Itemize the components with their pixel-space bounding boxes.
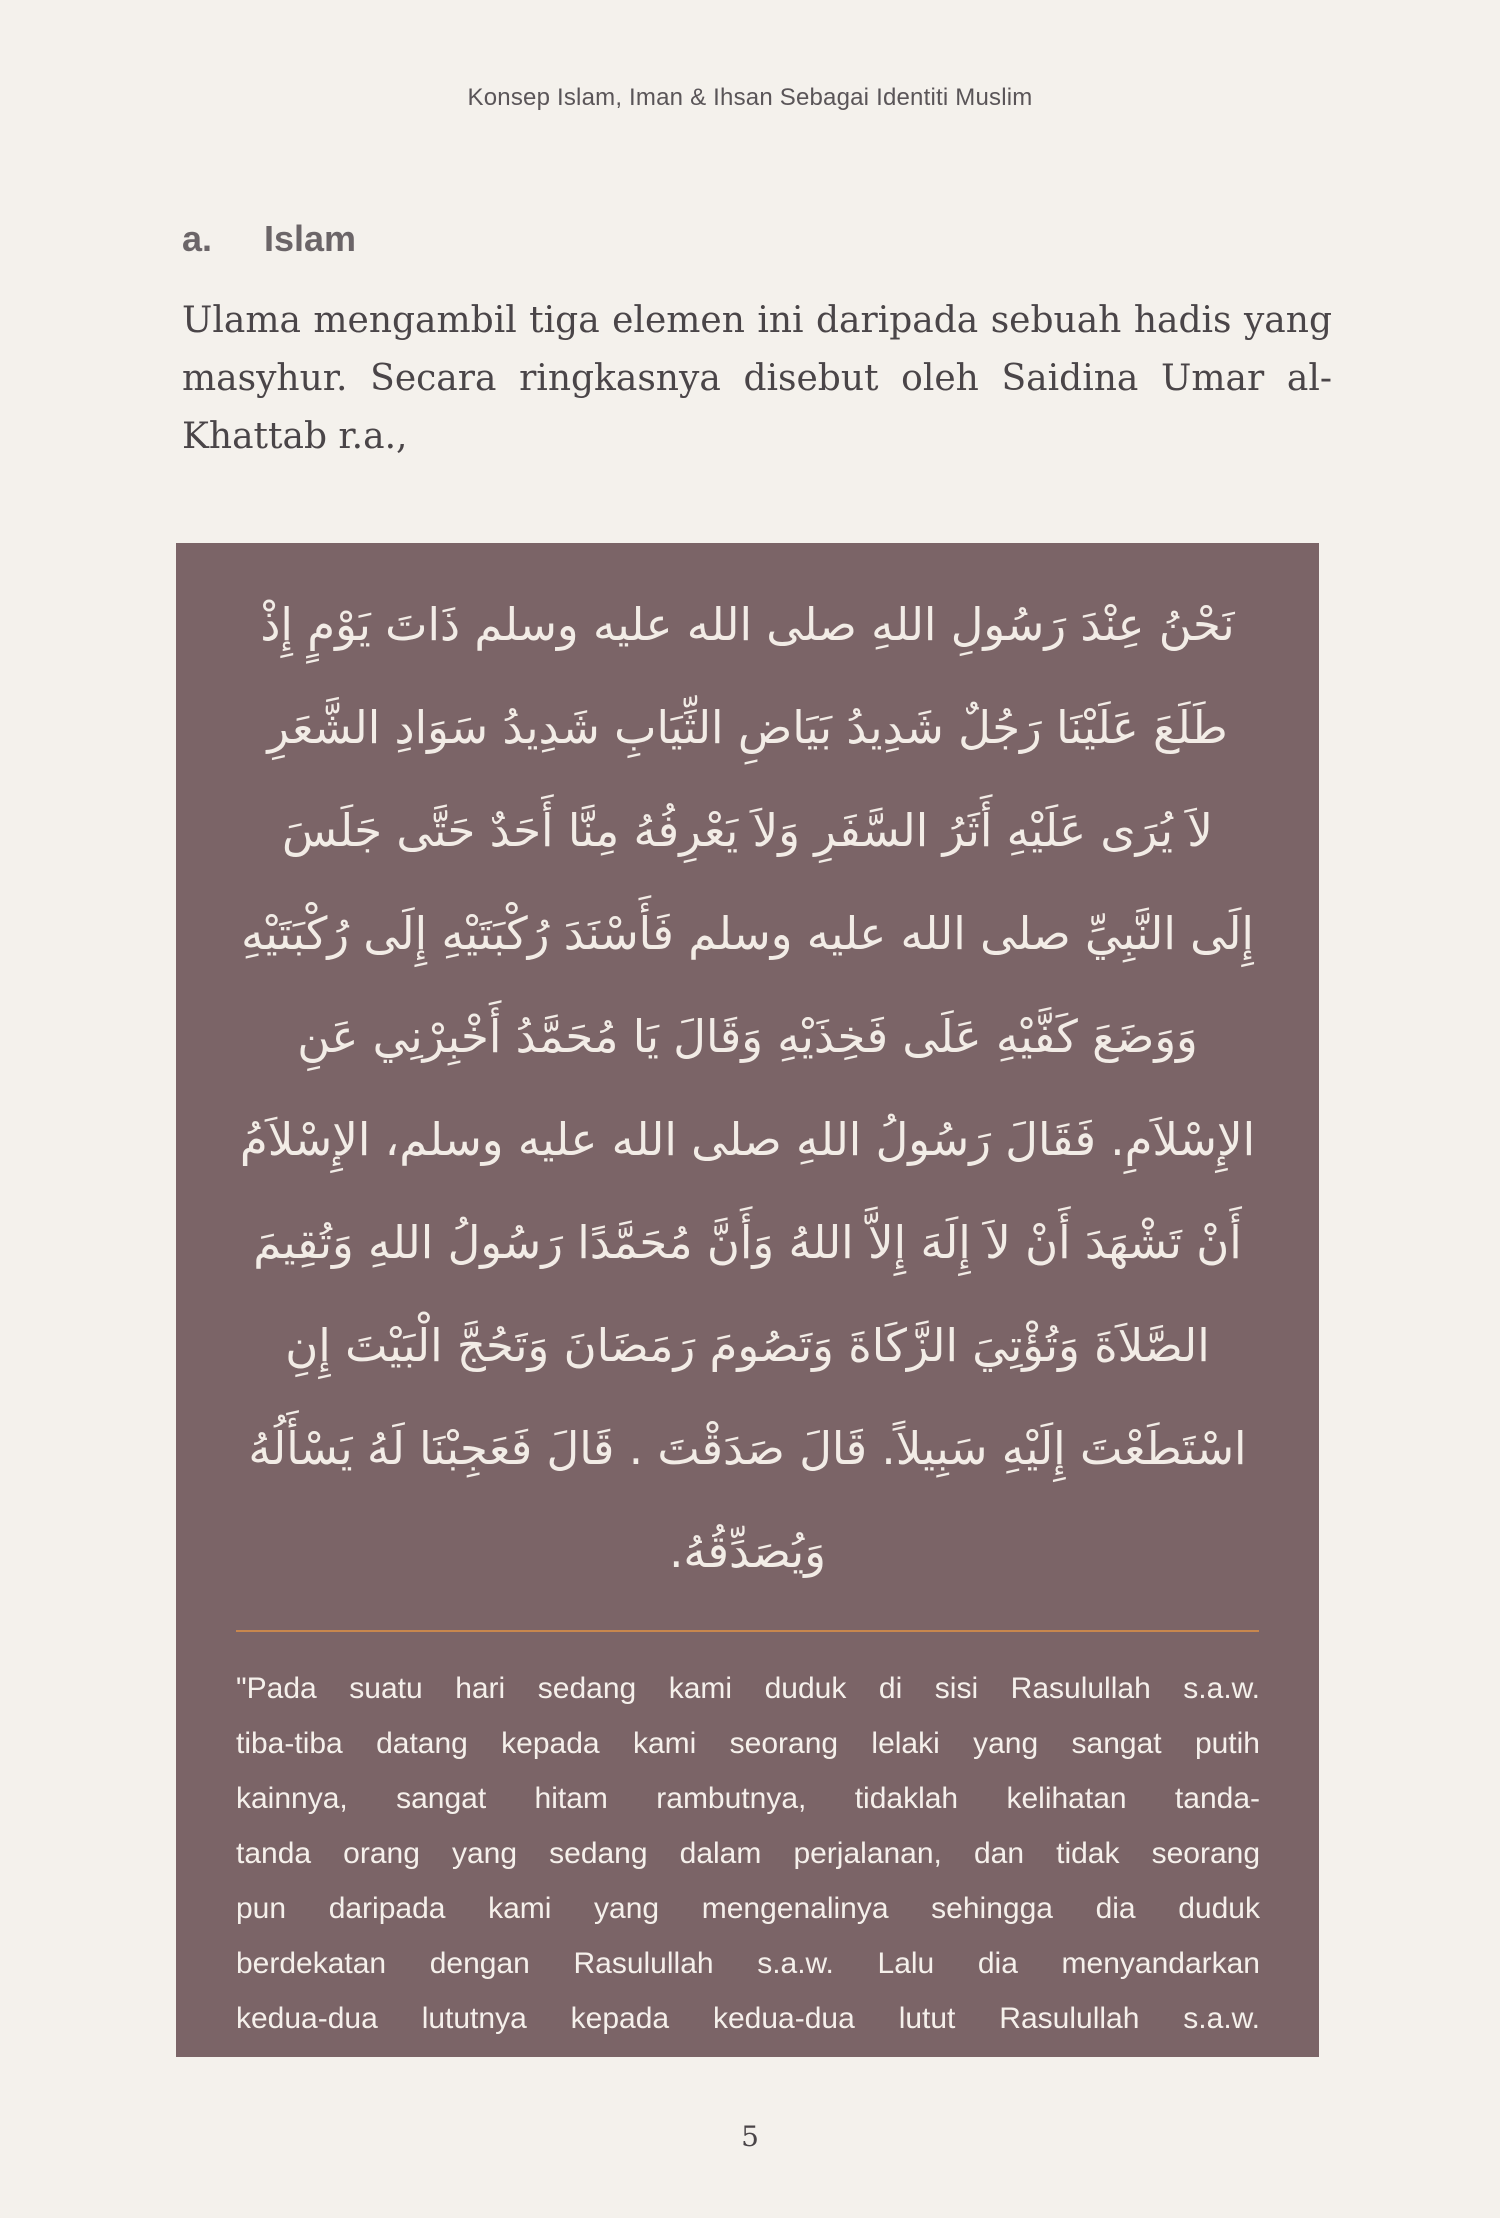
translation-line: berdekatan dengan Rasulullah s.a.w. Lalu dia menyandarkan bbox=[236, 1947, 1260, 1980]
arabic-line: الإِسْلاَمِ. فَقَالَ رَسُولُ اللهِ صلى الله عليه وسلم، الإِسْلاَمُ bbox=[239, 1113, 1256, 1166]
translation-line: pun daripada kami yang mengenalinya sehingga dia duduk bbox=[236, 1892, 1260, 1925]
section-title: Islam bbox=[264, 218, 357, 259]
arabic-line: وَوَضَعَ كَفَّيْهِ عَلَى فَخِذَيْهِ وَقَالَ يَا مُحَمَّدُ أَخْبِرْنِي عَنِ bbox=[297, 1010, 1198, 1063]
translation-line: kedua-dua lututnya kepada kedua-dua lutut Rasulullah s.a.w. bbox=[236, 2002, 1260, 2035]
arabic-line: نَحْنُ عِنْدَ رَسُولِ اللهِ صلى الله عليه وسلم ذَاتَ يَوْمٍ إِذْ bbox=[260, 598, 1235, 651]
hadith-box bbox=[176, 543, 1319, 2057]
arabic-line: لاَ يُرَى عَلَيْهِ أَثَرُ السَّفَرِ وَلاَ يَعْرِفُهُ مِنَّا أَحَدٌ حَتَّى جَلَسَ bbox=[282, 804, 1213, 857]
section-number: a. bbox=[182, 218, 213, 259]
arabic-line: إِلَى النَّبِيِّ صلى الله عليه وسلم فَأَسْنَدَ رُكْبَتَيْهِ إِلَى رُكْبَتَيْهِ bbox=[241, 907, 1254, 960]
page-number: 5 bbox=[741, 2120, 759, 2153]
translation-line: tiba-tiba datang kepada kami seorang lelaki yang sangat putih bbox=[236, 1727, 1260, 1760]
arabic-hadith-text bbox=[236, 573, 1259, 1603]
intro-paragraph: Ulama mengambil tiga elemen ini daripada sebuah hadis yang masyhur. Secara ringkasnya disebut oleh Saidina Umar al-Khattab r.a., bbox=[182, 300, 1332, 457]
translation-line: "Pada suatu hari sedang kami duduk di sisi Rasulullah s.a.w. bbox=[236, 1672, 1260, 1705]
hadith-divider bbox=[236, 1630, 1259, 1632]
arabic-line: اسْتَطَعْتَ إِلَيْهِ سَبِيلاً. قَالَ صَدَقْتَ . قَالَ فَعَجِبْنَا لَهُ يَسْأَلُهُ bbox=[248, 1422, 1247, 1475]
hadith-translation bbox=[236, 1661, 1260, 2046]
section-heading bbox=[182, 218, 356, 260]
running-header: Konsep Islam, Iman & Ihsan Sebagai Identiti Muslim bbox=[467, 84, 1033, 111]
arabic-line: الصَّلاَةَ وَتُؤْتِيَ الزَّكَاةَ وَتَصُومَ رَمَضَانَ وَتَحُجَّ الْبَيْتَ إِنِ bbox=[285, 1319, 1210, 1372]
arabic-line: طَلَعَ عَلَيْنَا رَجُلٌ شَدِيدُ بَيَاضِ الثِّيَابِ شَدِيدُ سَوَادِ الشَّعَرِ bbox=[267, 701, 1228, 754]
arabic-line: أَنْ تَشْهَدَ أَنْ لاَ إِلَهَ إِلاَّ اللهُ وَأَنَّ مُحَمَّدًا رَسُولُ اللهِ وَتُقِيمَ bbox=[253, 1216, 1242, 1269]
arabic-line: وَيُصَدِّقُهُ. bbox=[669, 1525, 826, 1578]
translation-line: tanda orang yang sedang dalam perjalanan, dan tidak seorang bbox=[236, 1837, 1260, 1870]
translation-line: kainnya, sangat hitam rambutnya, tidaklah kelihatan tanda- bbox=[236, 1782, 1260, 1815]
